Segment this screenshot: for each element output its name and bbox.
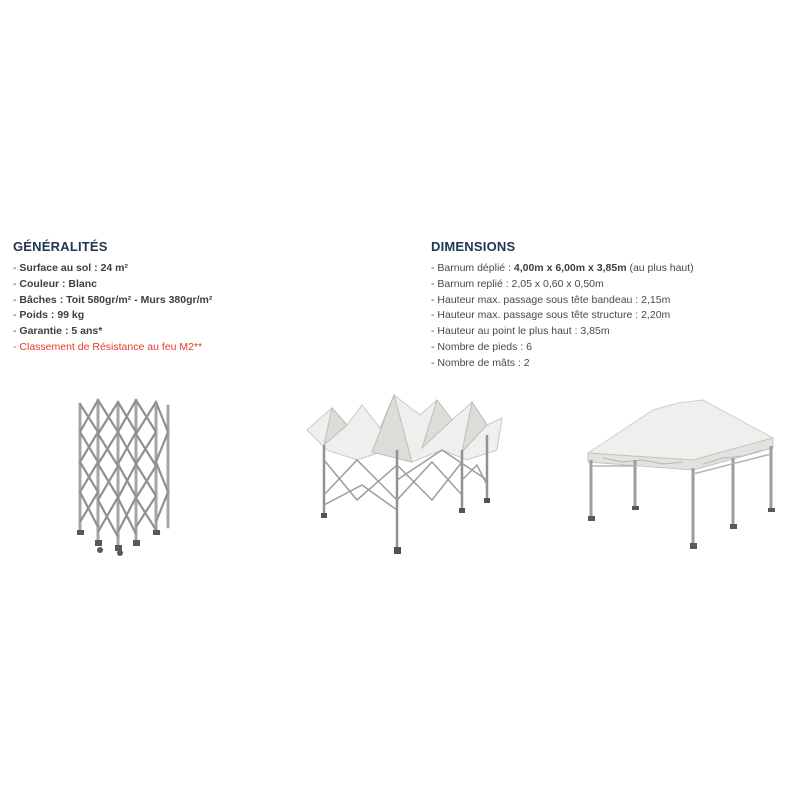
open-tent-image (583, 398, 778, 553)
fire-rating-item: - Classement de Résistance au feu M2** (13, 340, 203, 353)
generalites-section (13, 239, 393, 356)
dimensions-section (431, 239, 791, 372)
dimensions-heading: DIMENSIONS (431, 239, 516, 254)
list-item: - Hauteur max. passage sous tête bandeau : 2,15m (431, 293, 671, 306)
folded-frame-image (70, 392, 180, 557)
list-item: - Hauteur au point le plus haut : 3,85m (431, 325, 610, 338)
dimensions-list (431, 261, 791, 372)
list-item: - Barnum déplié : 4,00m x 6,00m x 3,85m (au plus haut) (431, 262, 694, 274)
list-item: - Surface au sol : 24 m² (13, 262, 128, 274)
generalites-list (13, 261, 393, 356)
generalites-heading: GÉNÉRALITÉS (13, 239, 108, 254)
list-item: - Hauteur max. passage sous tête structure : 2,20m (431, 309, 671, 322)
list-item: - Couleur : Blanc (13, 277, 98, 290)
list-item: - Barnum replié : 2,05 x 0,60 x 0,50m (431, 277, 604, 290)
list-item: - Bâches : Toit 580gr/m² - Murs 380gr/m² (13, 293, 213, 306)
list-item: - Nombre de mâts : 2 (431, 356, 530, 369)
half-open-tent-image (302, 390, 507, 560)
list-item: - Poids : 99 kg (13, 309, 85, 322)
list-item: - Nombre de pieds : 6 (431, 340, 532, 353)
list-item: - Garantie : 5 ans* (13, 325, 103, 338)
